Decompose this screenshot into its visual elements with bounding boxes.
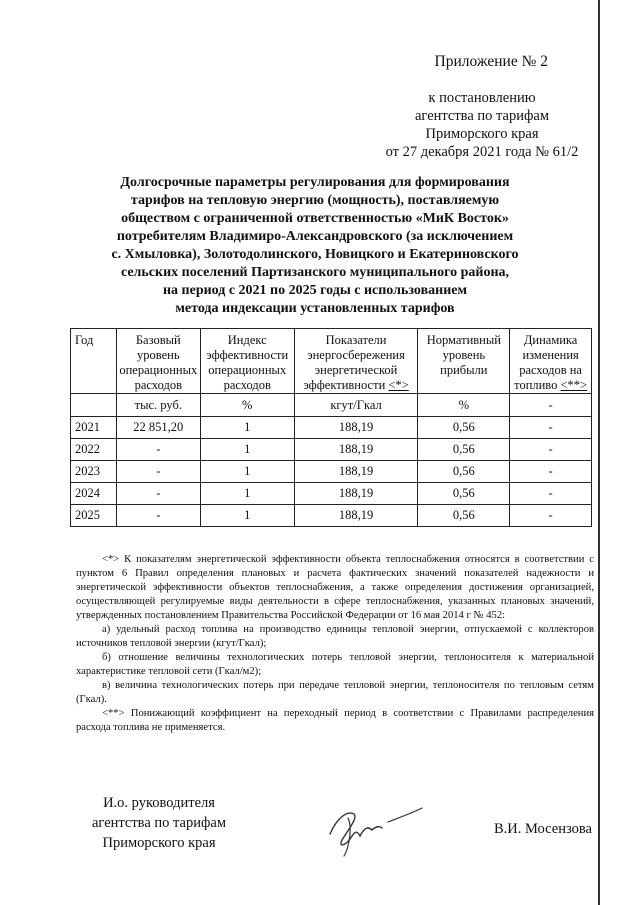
- cell-base-opex: -: [116, 505, 200, 527]
- header-fuel-dynamics: [510, 329, 592, 394]
- table-row: [71, 483, 592, 505]
- cell-base-opex: -: [116, 461, 200, 483]
- resolution-line: Приморского края: [425, 126, 539, 142]
- cell-energy-saving: 188,19: [294, 505, 418, 527]
- unit-cell: %: [418, 394, 510, 417]
- footnotes: [76, 553, 594, 735]
- handwritten-signature: [318, 796, 438, 860]
- table-row: [71, 417, 592, 439]
- title-line: обществом с ограниченной ответственностью «МиК Восток»: [121, 211, 509, 226]
- appendix-label: Приложение № 2: [434, 53, 548, 70]
- header-energy-saving-text: Показатели энергосбережения энергетической эффективности: [303, 333, 405, 392]
- footnote-paragraph: в) величина технологических потерь при передаче тепловой энергии, теплоносителя по тепловым сетям (Гкал).: [76, 680, 594, 705]
- cell-year: 2021: [71, 417, 117, 439]
- units-row: [71, 394, 592, 417]
- cell-year: 2024: [71, 483, 117, 505]
- header-fuel-dynamics-text: Динамика изменения расходов на топливо: [514, 333, 582, 392]
- footnote-paragraph: а) удельный расход топлива на производство единицы тепловой энергии, отпускаемой с коллекторов источников тепловой энергии (кгут/Гкал);: [76, 624, 594, 649]
- header-base-opex: Базовый уровень операционных расходов: [116, 329, 200, 394]
- title-line: Долгосрочные параметры регулирования для формирования: [120, 175, 510, 190]
- resolution-reference: [374, 89, 590, 161]
- title-line: тарифов на тепловую энергию (мощность), поставляемую: [130, 193, 500, 208]
- title-line: с. Хмыловка), Золотодолинского, Новицкого и Екатериновского: [111, 247, 519, 262]
- title-line: потребителям Владимиро-Александровского (за исключением: [116, 229, 514, 244]
- parameters-table: [70, 328, 592, 527]
- footnote-paragraph: <**> Понижающий коэффициент на переходный период в соответствии с Правилами распределения расхода топлива не применяется.: [76, 708, 594, 733]
- cell-year: 2022: [71, 439, 117, 461]
- footnote-ref-2[interactable]: <**>: [560, 378, 588, 392]
- cell-fuel-dynamics: -: [510, 461, 592, 483]
- title-line: метода индексации установленных тарифов: [175, 301, 455, 316]
- cell-energy-saving: 188,19: [294, 461, 418, 483]
- cell-base-opex: -: [116, 439, 200, 461]
- footnote-paragraph: <*> К показателям энергетической эффективности объекта теплоснабжения относятся в соответствии с пунктом 6 Правил определения плановых и расчета фактических значений показателей надежности и энергетической эффективности объектов теплоснабжения, а также определения достижения организацией, осуществляющей регулируемые виды деятельности в сфере теплоснабжения, указанных плановых значений, утвержденных постановлением Правительства Российской Федерации от 16 мая 2014 г № 452:: [76, 554, 594, 621]
- cell-fuel-dynamics: -: [510, 439, 592, 461]
- cell-fuel-dynamics: -: [510, 417, 592, 439]
- cell-profit-level: 0,56: [418, 483, 510, 505]
- cell-efficiency-index: 1: [200, 439, 294, 461]
- cell-profit-level: 0,56: [418, 461, 510, 483]
- signatory-title-line: агентства по тарифам: [92, 815, 226, 831]
- title-line: на период с 2021 по 2025 годы с использованием: [162, 283, 468, 298]
- unit-cell: -: [510, 394, 592, 417]
- cell-efficiency-index: 1: [200, 461, 294, 483]
- table-row: [71, 461, 592, 483]
- cell-profit-level: 0,56: [418, 417, 510, 439]
- signatory-name: В.И. Мосензова: [494, 821, 592, 837]
- resolution-line: от 27 декабря 2021 года № 61/2: [385, 144, 579, 160]
- signatory-title: [92, 793, 226, 853]
- cell-energy-saving: 188,19: [294, 483, 418, 505]
- cell-efficiency-index: 1: [200, 505, 294, 527]
- unit-cell: тыс. руб.: [116, 394, 200, 417]
- title-line: сельских поселений Партизанского муниципального района,: [120, 265, 510, 280]
- cell-fuel-dynamics: -: [510, 505, 592, 527]
- cell-energy-saving: 188,19: [294, 417, 418, 439]
- cell-fuel-dynamics: -: [510, 483, 592, 505]
- cell-efficiency-index: 1: [200, 417, 294, 439]
- page-edge-line: [598, 0, 600, 905]
- unit-cell: кгут/Гкал: [294, 394, 418, 417]
- table-row: [71, 505, 592, 527]
- header-energy-saving: [294, 329, 418, 394]
- table-header-row: [71, 329, 592, 394]
- cell-profit-level: 0,56: [418, 505, 510, 527]
- unit-cell: [71, 394, 117, 417]
- cell-profit-level: 0,56: [418, 439, 510, 461]
- document-title: [72, 174, 558, 318]
- table-row: [71, 439, 592, 461]
- cell-base-opex: 22 851,20: [116, 417, 200, 439]
- cell-energy-saving: 188,19: [294, 439, 418, 461]
- resolution-line: агентства по тарифам: [415, 108, 549, 124]
- signatory-title-line: Приморского края: [102, 835, 216, 851]
- cell-year: 2025: [71, 505, 117, 527]
- header-efficiency-index: Индекс эффективности операционных расходов: [200, 329, 294, 394]
- cell-year: 2023: [71, 461, 117, 483]
- resolution-line: к постановлению: [428, 90, 536, 106]
- footnote-ref-1[interactable]: <*>: [388, 378, 409, 392]
- header-year: Год: [71, 329, 117, 394]
- header-profit-level: Нормативный уровень прибыли: [418, 329, 510, 394]
- footnote-paragraph: б) отношение величины технологических потерь тепловой энергии, теплоносителя к материальной характеристике тепловой сети (Гкал/м2);: [76, 652, 594, 677]
- signatory-title-line: И.о. руководителя: [103, 795, 215, 811]
- unit-cell: %: [200, 394, 294, 417]
- cell-efficiency-index: 1: [200, 483, 294, 505]
- cell-base-opex: -: [116, 483, 200, 505]
